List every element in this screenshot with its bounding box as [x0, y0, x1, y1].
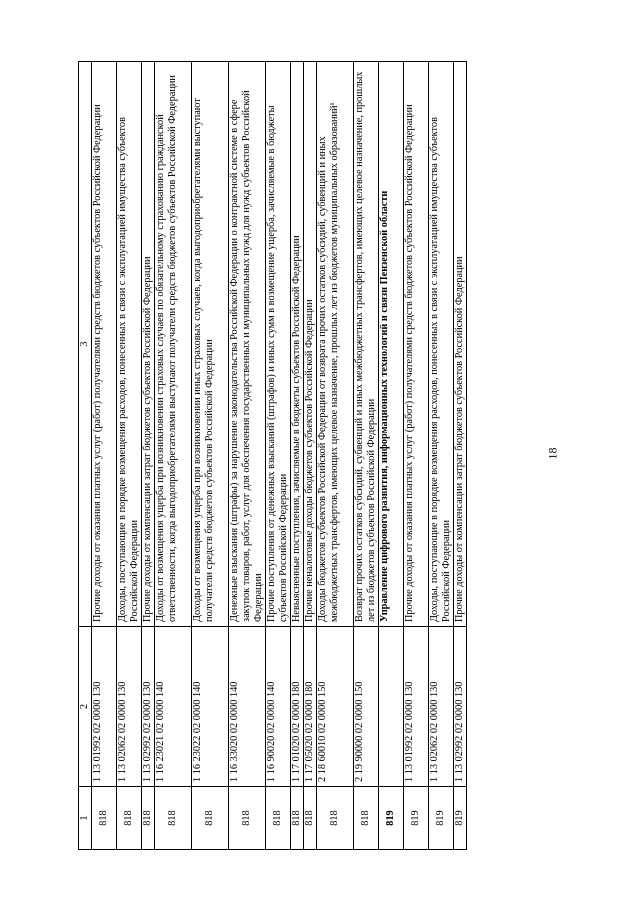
- kbk-cell: 1 16 23021 02 0000 140: [155, 627, 192, 787]
- table-row: [142, 62, 155, 850]
- admin-code-cell: 818: [354, 787, 379, 850]
- revenue-name-cell: Прочие неналоговые доходы бюджетов субъектов Российской Федерации: [304, 62, 317, 627]
- kbk-cell: 1 16 23022 02 0000 140: [192, 627, 229, 787]
- kbk-cell: 1 13 02062 02 0000 130: [429, 627, 454, 787]
- admin-code-cell: 818: [92, 787, 117, 850]
- table-row: [266, 62, 291, 850]
- header-col-3: 3: [79, 62, 92, 627]
- admin-code-cell: 818: [291, 787, 304, 850]
- header-col-1: 1: [79, 787, 92, 850]
- table-row: [317, 62, 354, 850]
- department-header-row: [379, 62, 404, 850]
- admin-code-cell: 818: [266, 787, 291, 850]
- revenue-codes-table: [78, 61, 467, 850]
- admin-code-cell: 819: [454, 787, 467, 850]
- admin-code-cell: 818: [142, 787, 155, 850]
- admin-code-cell: 818: [155, 787, 192, 850]
- kbk-cell: 1 13 02992 02 0000 130: [142, 627, 155, 787]
- kbk-cell: 1 13 02992 02 0000 130: [454, 627, 467, 787]
- revenue-name-cell: Прочие доходы от оказания платных услуг (работ) получателями средств бюджетов субъектов Российской Федерации: [92, 62, 117, 627]
- kbk-cell: 1 17 05020 02 0000 180: [304, 627, 317, 787]
- table-row: [229, 62, 266, 850]
- table-row: [354, 62, 379, 850]
- revenue-name-cell: Доходы от возмещения ущерба при возникновении страховых случаев по обязательному страхованию гражданской ответственности, когда выгодоприобретателями выступают получатели средств бюджетов субъектов Российской Федерации: [155, 62, 192, 627]
- table-row: [404, 62, 429, 850]
- kbk-cell: 1 13 01992 02 0000 130: [92, 627, 117, 787]
- revenue-name-cell: Доходы, поступающие в порядке возмещения расходов, понесенных в связи с эксплуатацией имущества субъектов Российской Федерации: [117, 62, 142, 627]
- revenue-name-cell: Прочие доходы от оказания платных услуг (работ) получателями средств бюджетов субъектов Российской Федерации: [404, 62, 429, 627]
- table-row: [429, 62, 454, 850]
- revenue-name-cell: Возврат прочих остатков субсидий, субвенций и иных межбюджетных трансфертов, имеющих целевое назначение, прошлых лет из бюджетов субъектов Российской Федерации: [354, 62, 379, 627]
- admin-code-cell: 819: [379, 787, 404, 850]
- revenue-name-cell: Доходы от возмещения ущерба при возникновении иных страховых случаев, когда выгодоприобретателями выступают получатели средств бюджетов субъектов Российской Федерации: [192, 62, 229, 627]
- page-number: 18: [545, 447, 560, 460]
- kbk-cell: 1 17 01020 02 0000 180: [291, 627, 304, 787]
- table-row: [304, 62, 317, 850]
- table-row: [192, 62, 229, 850]
- table-row: [454, 62, 467, 850]
- admin-code-cell: 818: [117, 787, 142, 850]
- admin-code-cell: 819: [429, 787, 454, 850]
- table-row: [92, 62, 117, 850]
- admin-code-cell: 819: [404, 787, 429, 850]
- kbk-cell: 1 13 01992 02 0000 130: [404, 627, 429, 787]
- kbk-cell: 2 19 90000 02 0000 150: [354, 627, 379, 787]
- kbk-cell: [379, 627, 404, 787]
- department-name-cell: Управление цифрового развития, информационных технологий и связи Пензенской области: [379, 62, 404, 627]
- table-header-row: [79, 62, 92, 850]
- revenue-name-cell: Невыясненные поступления, зачисляемые в бюджеты субъектов Российской Федерации: [291, 62, 304, 627]
- admin-code-cell: 818: [304, 787, 317, 850]
- kbk-cell: 1 16 90020 02 0000 140: [266, 627, 291, 787]
- kbk-cell: 1 16 33020 02 0000 140: [229, 627, 266, 787]
- revenue-name-cell: Прочие поступления от денежных взысканий (штрафов) и иных сумм в возмещение ущерба, зачисляемые в бюджеты субъектов Российской Федерации: [266, 62, 291, 627]
- header-col-2: 2: [79, 627, 92, 787]
- table-row: [155, 62, 192, 850]
- admin-code-cell: 818: [192, 787, 229, 850]
- revenue-name-cell: Прочие доходы от компенсации затрат бюджетов субъектов Российской Федерации: [454, 62, 467, 627]
- revenue-name-cell: Денежные взыскания (штрафы) за нарушение законодательства Российской Федерации о контрактной системе в сфере закупок товаров, работ, услуг для обеспечения государственных и муниципальных нужд для нужд субъектов Российской Федерации: [229, 62, 266, 627]
- admin-code-cell: 818: [317, 787, 354, 850]
- table-row: [291, 62, 304, 850]
- kbk-cell: 2 18 60010 02 0000 150: [317, 627, 354, 787]
- admin-code-cell: 818: [229, 787, 266, 850]
- revenue-name-cell: Доходы бюджетов субъектов Российской Федерации от возврата прочих остатков субсидий, субвенций и иных межбюджетных трансфертов, имеющих целевое назначение, прошлых лет из бюджетов муниципальных образований¹: [317, 62, 354, 627]
- table-row: [117, 62, 142, 850]
- kbk-cell: 1 13 02062 02 0000 130: [117, 627, 142, 787]
- revenue-name-cell: Доходы, поступающие в порядке возмещения расходов, понесенных в связи с эксплуатацией имущества субъектов Российской Федерации: [429, 62, 454, 627]
- revenue-codes-table-wrapper: [78, 62, 558, 850]
- revenue-name-cell: Прочие доходы от компенсации затрат бюджетов субъектов Российской Федерации: [142, 62, 155, 627]
